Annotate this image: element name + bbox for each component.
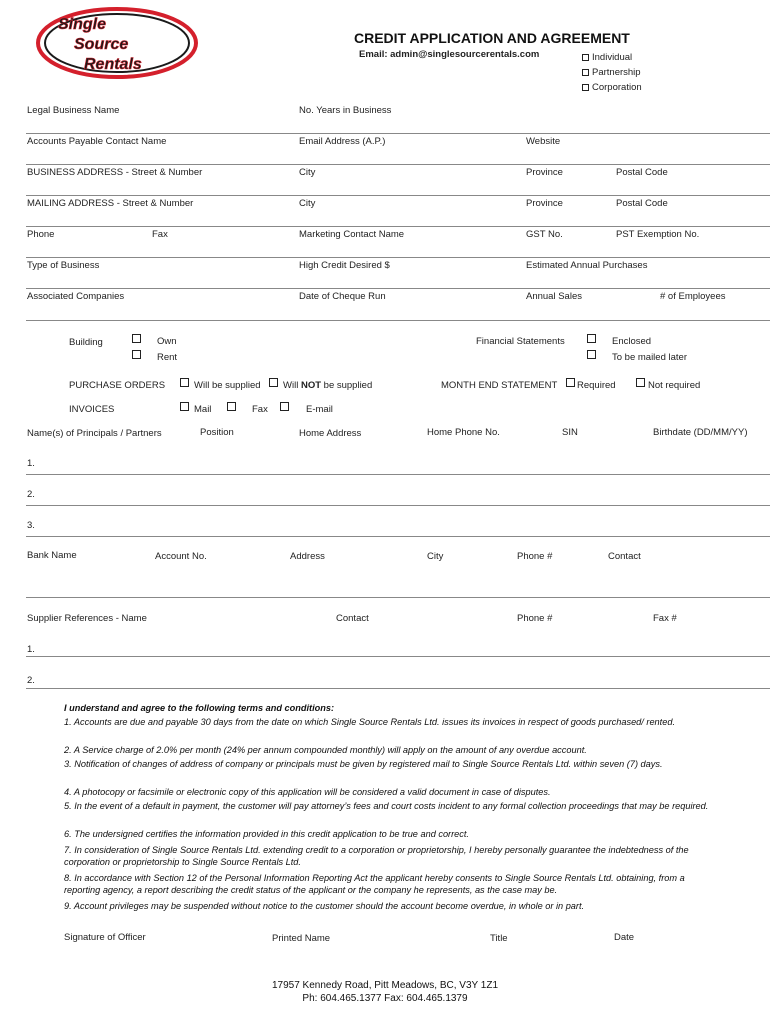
printed-name-label: Printed Name xyxy=(272,933,331,944)
individual-label: Individual xyxy=(592,52,633,63)
fax-checkbox[interactable] xyxy=(227,402,236,411)
financial-statements-label: Financial Statements xyxy=(476,336,565,347)
corporation-checkbox[interactable] xyxy=(582,84,589,91)
field-line[interactable] xyxy=(26,288,770,289)
terms-item: 4. A photocopy or facsimile or electronic copy of this application will be considered a valid document in case of disputes. xyxy=(64,787,551,797)
date-label: Date xyxy=(614,932,635,943)
svg-text:Source: Source xyxy=(74,36,129,53)
high-credit-label: High Credit Desired $ xyxy=(299,260,390,271)
principal-row-line[interactable] xyxy=(26,474,770,475)
field-line[interactable] xyxy=(26,164,770,165)
principals-address-header: Home Address xyxy=(299,428,362,439)
annual-sales-label: Annual Sales xyxy=(526,291,582,302)
terms-item: 9. Account privileges may be suspended without notice to the customer should the account become overdue, in whole or in part. xyxy=(64,901,585,911)
supplier-row-line[interactable] xyxy=(26,688,770,689)
website-label: Website xyxy=(526,136,561,147)
estimated-purchases-label: Estimated Annual Purchases xyxy=(526,260,648,271)
supplier-row-number: 1. xyxy=(27,644,35,655)
pst-label: PST Exemption No. xyxy=(616,229,700,240)
principal-row-number: 3. xyxy=(27,520,35,531)
contact-email: Email: admin@singlesourcerentals.com xyxy=(359,49,540,60)
terms-item: 7. In consideration of Single Source Rentals Ltd. extending credit to a corporation or proprietorship, I hereby personally guarantee the indebtedness of the corporation or proprietorship to Single Source Rentals Ltd. xyxy=(64,845,689,867)
partnership-label: Partnership xyxy=(592,67,641,78)
ap-contact-label: Accounts Payable Contact Name xyxy=(27,136,167,147)
footer-phones: Ph: 604.465.1377 Fax: 604.465.1379 xyxy=(302,993,468,1004)
mailing-city-label: City xyxy=(299,198,316,209)
field-line[interactable] xyxy=(26,320,770,321)
mailed-later-checkbox[interactable] xyxy=(587,350,596,359)
purchase-orders-label: PURCHASE ORDERS xyxy=(69,380,166,391)
mailed-later-label: To be mailed later xyxy=(612,352,687,363)
not-required-checkbox[interactable] xyxy=(636,378,645,387)
supplier-name-header: Supplier References - Name xyxy=(27,613,147,624)
business-address-label: BUSINESS ADDRESS - Street & Number xyxy=(27,167,203,178)
principals-birthdate-header: Birthdate (DD/MM/YY) xyxy=(653,427,748,438)
employees-label: # of Employees xyxy=(660,291,726,302)
terms-item: 1. Accounts are due and payable 30 days from the date on which Single Source Rentals Ltd. issues its invoices in respect of goods purchased/ rented. xyxy=(64,717,675,727)
required-checkbox[interactable] xyxy=(566,378,575,387)
bank-phone-header: Phone # xyxy=(517,551,553,562)
fax-label: Fax xyxy=(152,229,168,240)
fax-option-label: Fax xyxy=(252,404,268,415)
field-line[interactable] xyxy=(26,133,770,134)
email-option-label: E-mail xyxy=(306,404,333,415)
email-checkbox[interactable] xyxy=(280,402,289,411)
mailing-postal-label: Postal Code xyxy=(616,198,668,209)
mail-label: Mail xyxy=(194,404,212,415)
bank-contact-header: Contact xyxy=(608,551,641,562)
mail-checkbox[interactable] xyxy=(180,402,189,411)
supplier-row-number: 2. xyxy=(27,675,35,686)
partnership-checkbox[interactable] xyxy=(582,69,589,76)
enclosed-checkbox[interactable] xyxy=(587,334,596,343)
signature-officer-label: Signature of Officer xyxy=(64,932,146,943)
years-label: No. Years in Business xyxy=(299,105,392,116)
own-label: Own xyxy=(157,336,177,347)
form-title: CREDIT APPLICATION AND AGREEMENT xyxy=(354,30,630,46)
will-be-supplied-label: Will be supplied xyxy=(194,380,261,391)
bank-name-header: Bank Name xyxy=(27,550,77,561)
supplier-phone-header: Phone # xyxy=(517,613,553,624)
footer-address: 17957 Kennedy Road, Pitt Meadows, BC, V3Y 1Z1 xyxy=(271,980,499,991)
building-label: Building xyxy=(69,337,103,348)
will-be-supplied-checkbox[interactable] xyxy=(180,378,189,387)
field-line[interactable] xyxy=(26,226,770,227)
bank-row-line[interactable] xyxy=(26,597,770,598)
title-label: Title xyxy=(490,933,508,944)
terms-intro: I understand and agree to the following terms and conditions: xyxy=(64,703,335,713)
corporation-label: Corporation xyxy=(592,82,642,93)
required-label: Required xyxy=(577,380,616,391)
principals-sin-header: SIN xyxy=(562,427,578,438)
terms-item: 3. Notification of changes of address of company or principals must be given by registered mail to Single Source Rentals Ltd. within seven (7) days. xyxy=(64,759,663,769)
principal-row-number: 1. xyxy=(27,458,35,469)
cheque-run-label: Date of Cheque Run xyxy=(299,291,386,302)
gst-label: GST No. xyxy=(526,229,563,240)
month-end-statement-label: MONTH END STATEMENT xyxy=(441,380,558,391)
company-logo xyxy=(36,7,198,79)
field-line[interactable] xyxy=(26,257,770,258)
bank-address-header: Address xyxy=(290,551,325,562)
principals-position-header: Position xyxy=(200,427,234,438)
terms-item: 6. The undersigned certifies the information provided in this credit application to be true and correct. xyxy=(64,829,469,839)
terms-item: 5. In the event of a default in payment, the customer will pay attorney’s fees and court costs incident to any formal collection proceedings that may be required. xyxy=(64,801,709,811)
principals-name-header: Name(s) of Principals / Partners xyxy=(27,428,162,439)
principal-row-line[interactable] xyxy=(26,536,770,537)
principal-row-line[interactable] xyxy=(26,505,770,506)
supplier-fax-header: Fax # xyxy=(653,613,677,624)
terms-item: 8. In accordance with Section 12 of the Personal Information Reporting Act the applicant hereby consents to Single Source Rentals Ltd. obtaining, from a reporting agency, a report describing the credit status of the applicant or the company he represents, as the case may be. xyxy=(64,873,685,895)
not-required-label: Not required xyxy=(648,380,701,391)
business-type-label: Type of Business xyxy=(27,260,100,271)
mailing-province-label: Province xyxy=(526,198,563,209)
legal-name-label: Legal Business Name xyxy=(27,105,120,116)
principals-phone-header: Home Phone No. xyxy=(427,427,500,438)
business-province-label: Province xyxy=(526,167,563,178)
marketing-contact-label: Marketing Contact Name xyxy=(299,229,405,240)
svg-text:Rentals: Rentals xyxy=(84,56,142,73)
rent-checkbox[interactable] xyxy=(132,350,141,359)
enclosed-label: Enclosed xyxy=(612,336,652,347)
business-postal-label: Postal Code xyxy=(616,167,668,178)
supplier-contact-header: Contact xyxy=(336,613,369,624)
will-not-be-supplied-label: Will NOT be supplied xyxy=(283,380,373,391)
terms-item: 2. A Service charge of 2.0% per month (24% per annum compounded monthly) will apply on the amount of any overdue account. xyxy=(64,745,587,755)
phone-label: Phone xyxy=(27,229,55,240)
will-not-be-supplied-checkbox[interactable] xyxy=(269,378,278,387)
bank-account-header: Account No. xyxy=(155,551,207,562)
supplier-row-line[interactable] xyxy=(26,656,770,657)
rent-label: Rent xyxy=(157,352,178,363)
own-checkbox[interactable] xyxy=(132,334,141,343)
mailing-address-label: MAILING ADDRESS - Street & Number xyxy=(27,198,194,209)
individual-checkbox[interactable] xyxy=(582,54,589,61)
invoices-label: INVOICES xyxy=(69,404,115,415)
associated-companies-label: Associated Companies xyxy=(27,291,125,302)
principal-row-number: 2. xyxy=(27,489,35,500)
svg-text:Single: Single xyxy=(58,16,107,33)
business-city-label: City xyxy=(299,167,316,178)
field-line[interactable] xyxy=(26,195,770,196)
bank-city-header: City xyxy=(427,551,444,562)
ap-email-label: Email Address (A.P.) xyxy=(299,136,386,147)
